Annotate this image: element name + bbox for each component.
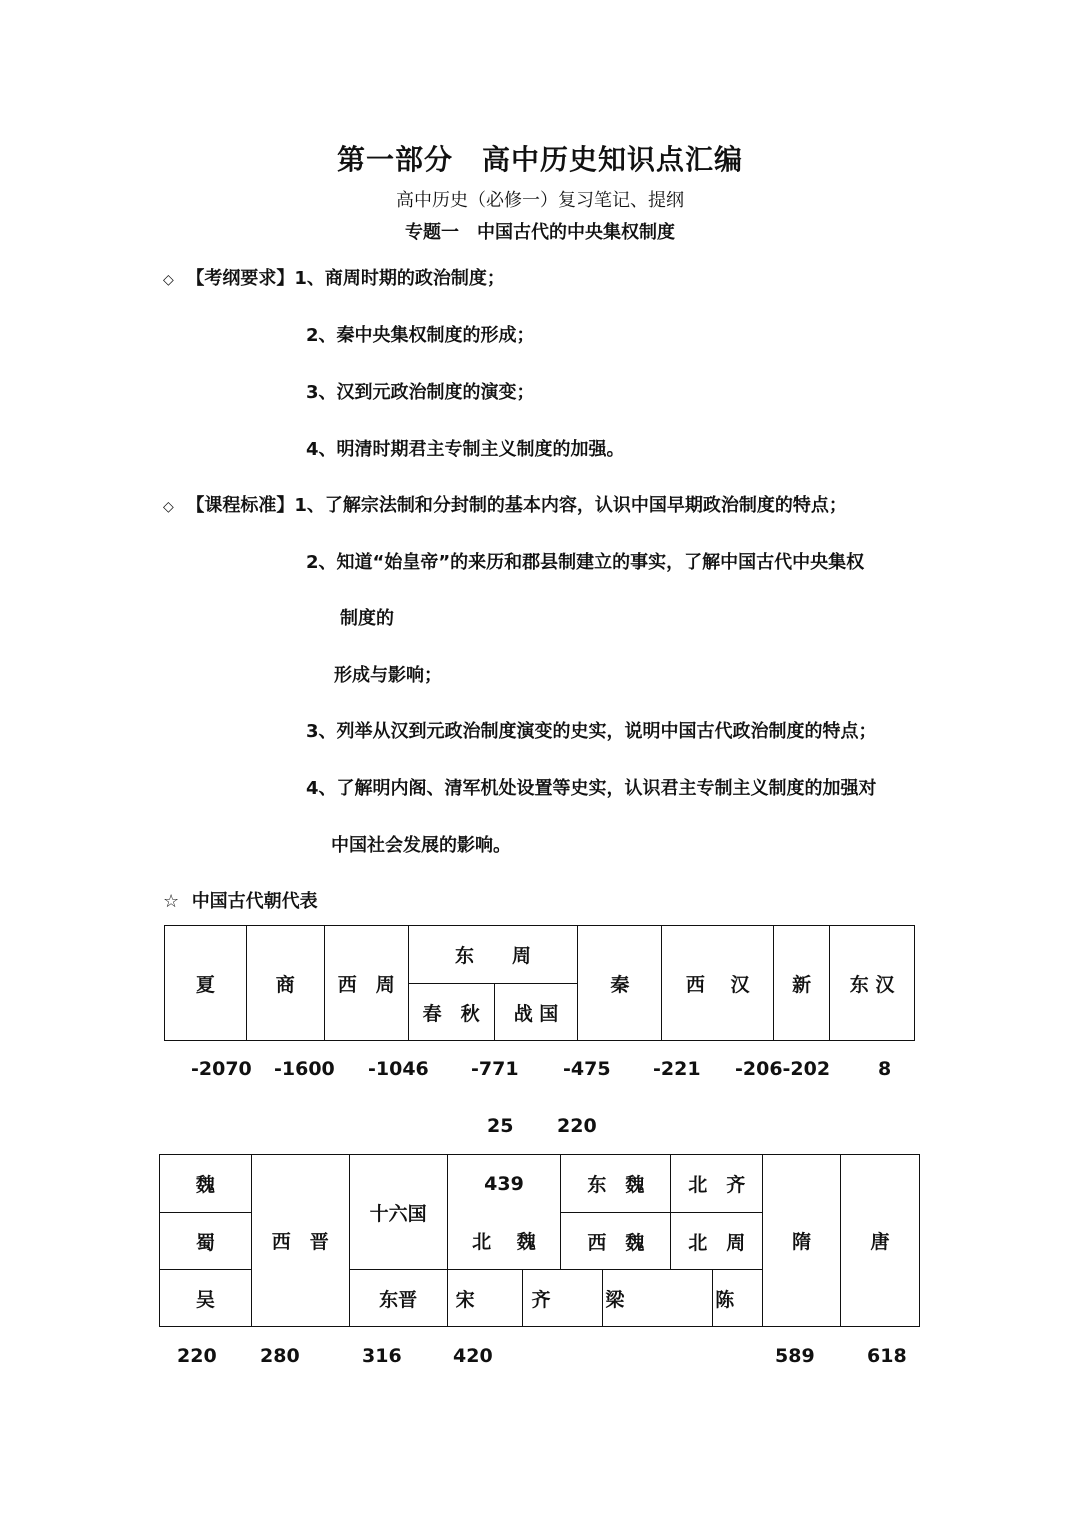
cell-shiliuguo: 十六国 [349, 1155, 447, 1270]
year-label: -475 [563, 1058, 611, 1080]
dynasty-table-2 [159, 1154, 920, 1327]
year-label: 220 [557, 1115, 597, 1137]
cell-chunqiu: 春 秋 [408, 984, 494, 1041]
exam-item-3: 3、汉到元政治制度的演变； [306, 382, 535, 403]
curriculum-standard-line [163, 491, 847, 517]
cell-beizhou: 北 周 [671, 1213, 763, 1270]
cell-xin: 新 [774, 926, 830, 1041]
cell-chen: 陈 [713, 1270, 763, 1327]
year-label: -771 [471, 1058, 519, 1080]
topic-heading: 专题一 中国古代的中央集权制度 [405, 222, 675, 243]
year-label: 220 [177, 1345, 217, 1367]
cell-dongzhou: 东 周 [408, 926, 578, 984]
cell-tang: 唐 [841, 1155, 920, 1327]
cell-xiwei: 西 魏 [561, 1213, 671, 1270]
diamond-bullet-icon: ◇ [163, 499, 174, 515]
cell-wei: 魏 [160, 1155, 252, 1213]
cell-xihan: 西 汉 [662, 926, 774, 1041]
standard-label: 【课程标准】 [186, 495, 295, 516]
standard-item-3: 3、列举从汉到元政治制度演变的史实，说明中国古代政治制度的特点； [306, 721, 877, 742]
cell-sui: 隋 [763, 1155, 841, 1327]
year-label: -1600 [274, 1058, 335, 1080]
exam-item-4: 4、明清时期君主专制主义制度的加强。 [306, 439, 625, 460]
standard-item-2a: 2、知道“始皇帝”的来历和郡县制建立的事实，了解中国古代中央集权 [306, 552, 865, 573]
cell-dongwei: 东 魏 [561, 1155, 671, 1213]
page-title: 第一部分 高中历史知识点汇编 [336, 143, 743, 176]
exam-item-2: 2、秦中央集权制度的形成； [306, 325, 535, 346]
cell-donghan: 东 汉 [830, 926, 915, 1041]
dynasty-table-1 [164, 925, 915, 1041]
cell-shu: 蜀 [160, 1213, 252, 1270]
year-label: -206-202 [735, 1058, 831, 1080]
cell-xia: 夏 [165, 926, 247, 1041]
cell-beiqi: 北 齐 [671, 1155, 763, 1213]
cell-xizhou: 西 周 [324, 926, 408, 1041]
page-subtitle: 高中历史（必修一）复习笔记、提纲 [396, 190, 684, 211]
year-label: -221 [653, 1058, 701, 1080]
standard-item-4a: 4、了解明内阁、清军机处设置等史实，认识君主专制主义制度的加强对 [306, 778, 877, 799]
year-label: -1046 [368, 1058, 429, 1080]
standard-item-4b: 中国社会发展的影响。 [331, 835, 511, 856]
year-label: -2070 [191, 1058, 252, 1080]
year-label: 316 [362, 1345, 402, 1367]
dynasty-table-heading [163, 887, 318, 913]
standard-item-1: 1、了解宗法制和分封制的基本内容，认识中国早期政治制度的特点； [294, 495, 847, 516]
cell-liang: 梁 [603, 1270, 713, 1327]
star-icon: ☆ [163, 891, 180, 912]
cell-song: 宋 [447, 1270, 523, 1327]
cell-qi: 齐 [523, 1270, 603, 1327]
cell-qin: 秦 [578, 926, 662, 1041]
cell-439: 439 [447, 1155, 561, 1213]
cell-shang: 商 [246, 926, 324, 1041]
cell-zhanguo: 战 国 [494, 984, 578, 1041]
year-label: 420 [453, 1345, 493, 1367]
year-label: 618 [867, 1345, 907, 1367]
exam-label: 【考纲要求】 [186, 268, 295, 289]
cell-wu: 吴 [160, 1270, 252, 1327]
cell-xijin: 西 晋 [251, 1155, 349, 1327]
year-label: 8 [878, 1058, 892, 1080]
standard-item-2c: 形成与影响； [334, 665, 442, 686]
year-label: 25 [487, 1115, 514, 1137]
standard-item-2b: 制度的 [340, 608, 394, 629]
exam-requirements-line [163, 264, 505, 290]
cell-beiwei: 北 魏 [447, 1213, 561, 1270]
dynasty-heading-text: 中国古代朝代表 [191, 891, 318, 912]
diamond-bullet-icon: ◇ [163, 272, 174, 288]
cell-dongjin: 东晋 [349, 1270, 447, 1327]
exam-item-1: 1、商周时期的政治制度； [294, 268, 505, 289]
year-label: 589 [775, 1345, 815, 1367]
year-label: 280 [260, 1345, 300, 1367]
